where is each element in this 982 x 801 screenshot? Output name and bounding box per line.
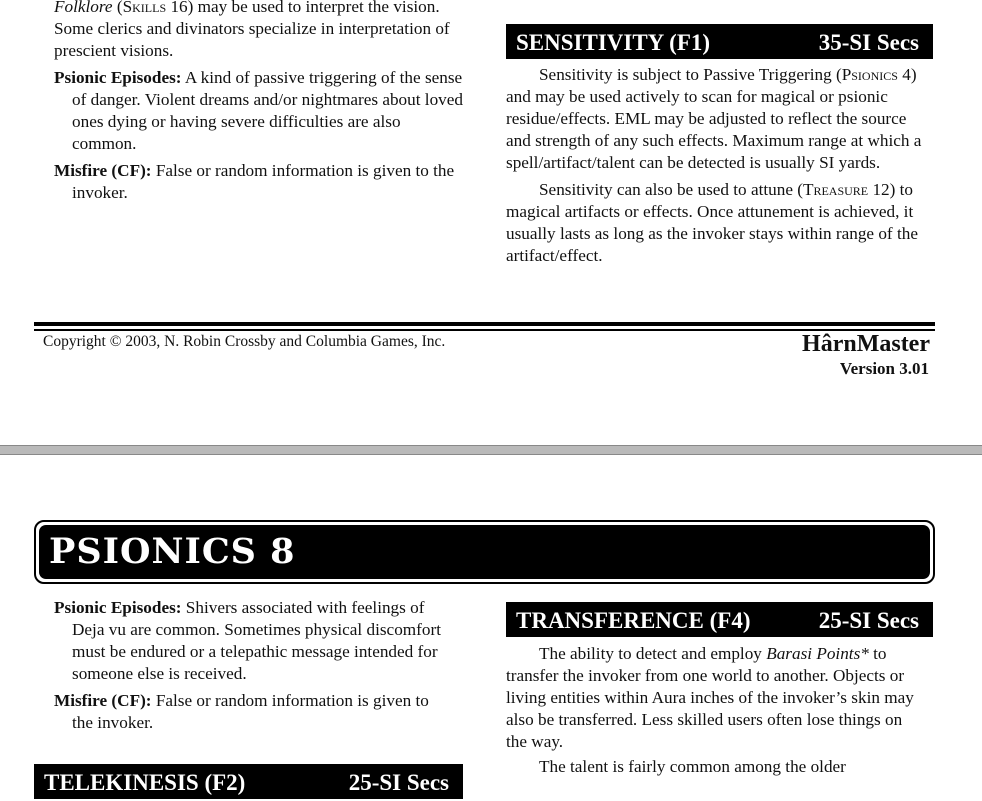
section-time: 35-SI Secs: [818, 30, 919, 55]
misfire-entry: Misfire (CF): False or random information is given to the invoker.: [54, 161, 455, 202]
section-title: SENSITIVITY (F1): [516, 30, 711, 55]
psionic-episodes-entry: Psionic Episodes: Shivers associated with feelings of Deja vu are common. Sometimes physical discomfort must be endured or a telepathic message intended for someone else is received.: [54, 598, 441, 683]
misfire-entry: Misfire (CF): False or random information is given to the invoker.: [54, 691, 429, 732]
footer-rule-thick: [34, 322, 935, 326]
entry-label: Psionic Episodes:: [54, 598, 182, 617]
sensitivity-paragraph-1: Sensitivity is subject to Passive Triggering (Psionics 4) and may be used actively to scan for magical or psionic residue/effects. EML may be adjusted to reflect the source and strength of any such effects. Maximum range at which a spell/artifact/talent can be detected is usually SI yards.: [506, 65, 922, 172]
section-header-sensitivity: [506, 24, 933, 59]
section-header-transference: [506, 602, 933, 637]
sensitivity-body: [506, 64, 926, 267]
transference-paragraph-1: The ability to detect and employ Barasi Points* to transfer the invoker from one world to another. Objects or living entities within Aura inches of the invoker’s skin may also be transferred. Less skilled users often lose things on the way.: [506, 644, 914, 751]
section-time: 25-SI Secs: [348, 770, 449, 795]
folklore-italic: Folklore: [54, 0, 113, 16]
section-header-telekinesis: [34, 764, 463, 799]
brand-title: HârnMaster: [802, 331, 930, 357]
folklore-paragraph: Folklore (Skills 16) may be used to interpret the vision. Some clerics and divinators specialize in interpretation of prescient visions.: [54, 0, 464, 62]
page-separator: [0, 445, 982, 455]
section-title: TELEKINESIS (F2): [44, 770, 246, 795]
sensitivity-paragraph-2: Sensitivity can also be used to attune (Treasure 12) to magical artifacts or effects. Once attunement is achieved, it usually lasts as long as the invoker stays within range of the artifact/effect.: [506, 180, 918, 265]
left-column-bottom: [54, 597, 454, 734]
transference-body: [506, 643, 926, 778]
skills-ref: Skills: [122, 0, 167, 16]
section-time: 25-SI Secs: [818, 608, 919, 633]
copyright-text: Copyright © 2003, N. Robin Crossby and Columbia Games, Inc.: [43, 333, 446, 350]
footer-rule-thin: [34, 329, 935, 331]
psionic-episodes-entry: Psionic Episodes: A kind of passive triggering of the sense of danger. Violent dreams and/or nightmares about loved ones dying or having severe difficulties are also common.: [54, 68, 463, 153]
version-label: Version 3.01: [839, 359, 929, 378]
entry-label: Misfire (CF):: [54, 691, 152, 710]
chapter-banner: [34, 520, 935, 584]
transference-paragraph-2: The talent is fairly common among the older: [539, 757, 846, 776]
entry-label: Misfire (CF):: [54, 161, 152, 180]
chapter-title: PSIONICS 8: [49, 531, 296, 572]
entry-label: Psionic Episodes:: [54, 68, 182, 87]
section-title: TRANSFERENCE (F4): [516, 608, 751, 633]
left-column-top: [54, 0, 464, 204]
